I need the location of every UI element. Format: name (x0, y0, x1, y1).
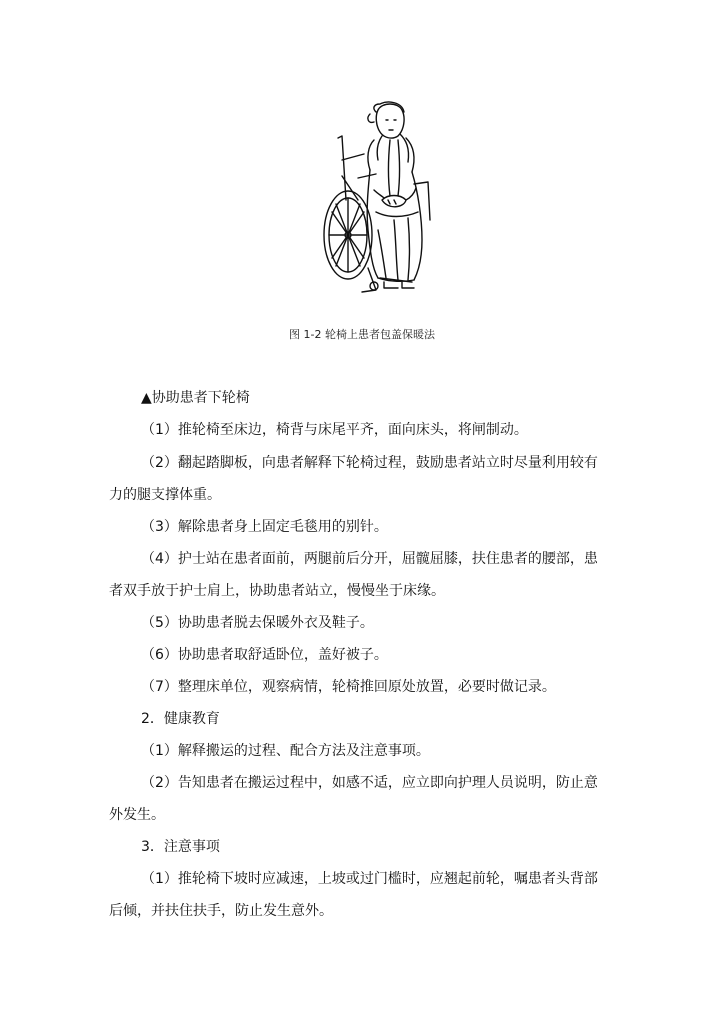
paragraph-line: 者双手放于护士肩上，协助患者站立，慢慢坐于床缘。 (109, 583, 445, 599)
paragraph-line: （1）推轮椅至床边，椅背与床尾平齐，面向床头，将闸制动。 (141, 422, 528, 438)
section-heading-alight: ▲协助患者下轮椅 (141, 390, 250, 406)
paragraph-line: （1）推轮椅下坡时应减速，上坡或过门槛时，应翘起前轮，嘱患者头背部 (141, 871, 598, 887)
paragraph-line: （4）护士站在患者面前，两腿前后分开，屈髋屈膝，扶住患者的腰部，患 (141, 551, 598, 567)
paragraph-line: （7）整理床单位，观察病情，轮椅推回原处放置，必要时做记录。 (141, 679, 556, 695)
paragraph-line: 后倾，并扶住扶手，防止发生意外。 (109, 903, 333, 919)
paragraph-line: （1）解释搬运的过程、配合方法及注意事项。 (141, 743, 430, 759)
section-heading-notes: 3．注意事项 (141, 839, 220, 855)
paragraph-line: 力的腿支撑体重。 (109, 487, 221, 503)
paragraph-line: （2）告知患者在搬运过程中，如感不适，应立即向护理人员说明，防止意 (141, 775, 598, 791)
section-heading-education: 2．健康教育 (141, 711, 220, 727)
paragraph-line: （5）协助患者脱去保暖外衣及鞋子。 (141, 615, 374, 631)
figure-caption: 图 1-2 轮椅上患者包盖保暖法 (289, 328, 435, 341)
paragraph-line: （6）协助患者取舒适卧位，盖好被子。 (141, 647, 388, 663)
paragraph-line: （3）解除患者身上固定毛毯用的别针。 (141, 519, 388, 535)
paragraph-line: 外发生。 (109, 807, 165, 823)
paragraph-line: （2）翻起踏脚板，向患者解释下轮椅过程，鼓励患者站立时尽量利用较有 (141, 455, 598, 471)
wheelchair-patient-illustration (318, 100, 436, 296)
wheelchair-drawing (318, 100, 436, 296)
